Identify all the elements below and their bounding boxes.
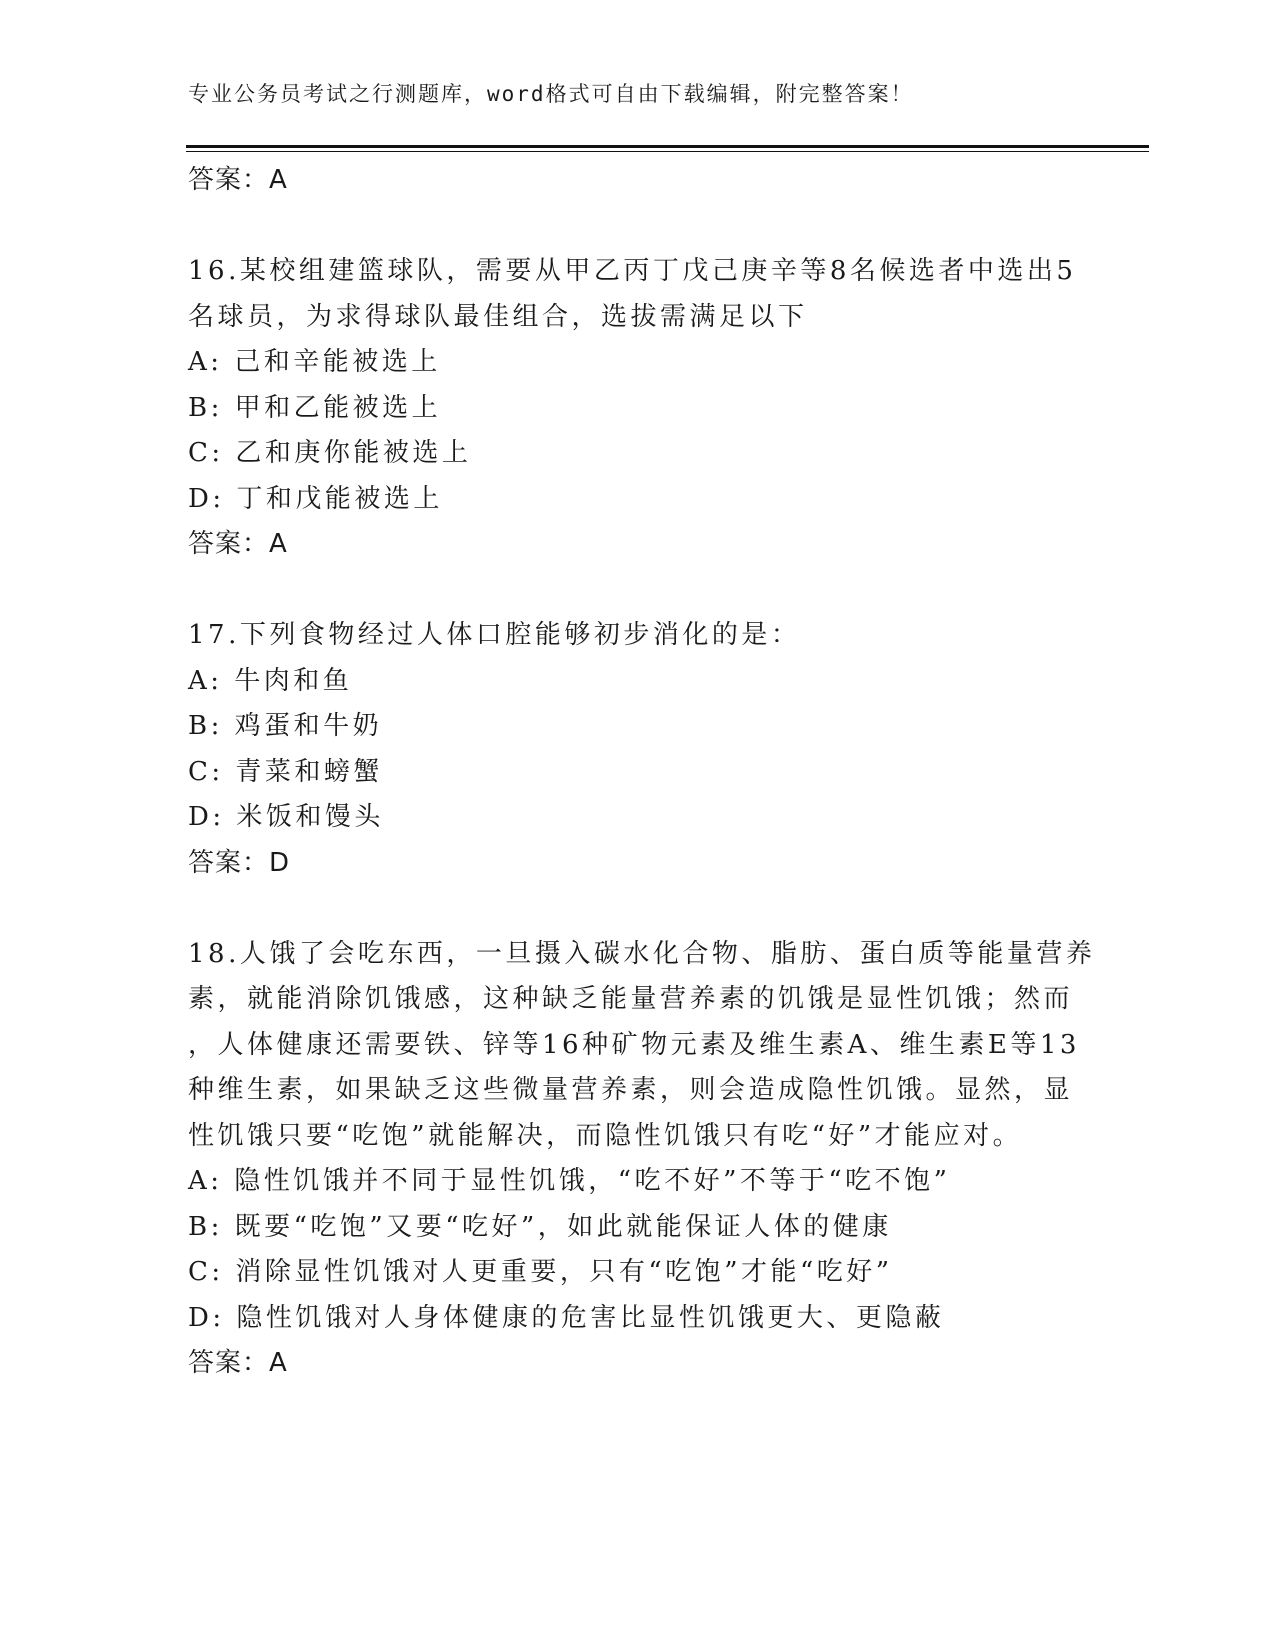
- question-stem-line: 种维生素，如果缺乏这些微量营养素，则会造成隐性饥饿。显然，显: [188, 1075, 1074, 1105]
- question-block: [188, 932, 1096, 1387]
- option-c: C: 青菜和螃蟹: [188, 756, 383, 787]
- question-stem-line: 性饥饿只要“吃饱”就能解决，而隐性饥饿只有吃“好”才能应对。: [188, 1120, 1023, 1151]
- document-body: [188, 158, 1096, 1387]
- answer-line: 答案：D: [188, 847, 291, 878]
- question-stem-line: 名球员，为求得球队最佳组合，选拔需满足以下: [188, 301, 808, 332]
- option-d: D: 丁和戊能被选上: [188, 483, 443, 514]
- spacer: [188, 886, 1088, 932]
- option-b: B: 甲和乙能被选上: [188, 392, 442, 423]
- option-d: D: 隐性饥饿对人身体健康的危害比显性饥饿更大、更隐蔽: [188, 1302, 945, 1333]
- answer-line: 答案：A: [188, 529, 288, 559]
- option-a: A: 己和辛能被选上: [188, 347, 441, 377]
- question-stem-line: 16.某校组建篮球队，需要从甲乙丙丁戊己庚辛等8名候选者中选出5: [188, 256, 1077, 286]
- option-c: C: 乙和庚你能被选上: [188, 438, 472, 468]
- header-rule-thick: [186, 145, 1149, 148]
- answer-line: 答案：A: [188, 165, 288, 195]
- option-a: A: 牛肉和鱼: [188, 665, 353, 696]
- option-d: D: 米饭和馒头: [188, 802, 384, 832]
- option-c: C: 消除显性饥饿对人更重要，只有“吃饱”才能“吃好”: [188, 1257, 893, 1287]
- header-rule-thin: [186, 151, 1149, 152]
- question-block: [188, 249, 1088, 568]
- option-b: B: 既要“吃饱”又要“吃好”，如此就能保证人体的健康: [188, 1211, 892, 1242]
- question-block: [188, 613, 1088, 886]
- spacer: [188, 204, 1088, 250]
- question-stem-line: 18.人饿了会吃东西，一旦摄入碳水化合物、脂肪、蛋白质等能量营养: [188, 938, 1096, 969]
- question-stem-line: 17.下列食物经过人体口腔能够初步消化的是：: [188, 620, 801, 650]
- question-stem-line: ，人体健康还需要铁、锌等16种矿物元素及维生素A、维生素E等13: [188, 1029, 1080, 1060]
- spacer: [188, 568, 1088, 614]
- option-a: A: 隐性饥饿并不同于显性饥饿，“吃不好”不等于“吃不饱”: [188, 1166, 951, 1196]
- page-header: 专业公务员考试之行测题库，word格式可自由下载编辑，附完整答案！: [188, 82, 914, 106]
- answer-line: 答案：A: [188, 1348, 288, 1378]
- question-stem-line: 素，就能消除饥饿感，这种缺乏能量营养素的饥饿是显性饥饿；然而: [188, 984, 1074, 1014]
- option-b: B: 鸡蛋和牛奶: [188, 711, 383, 741]
